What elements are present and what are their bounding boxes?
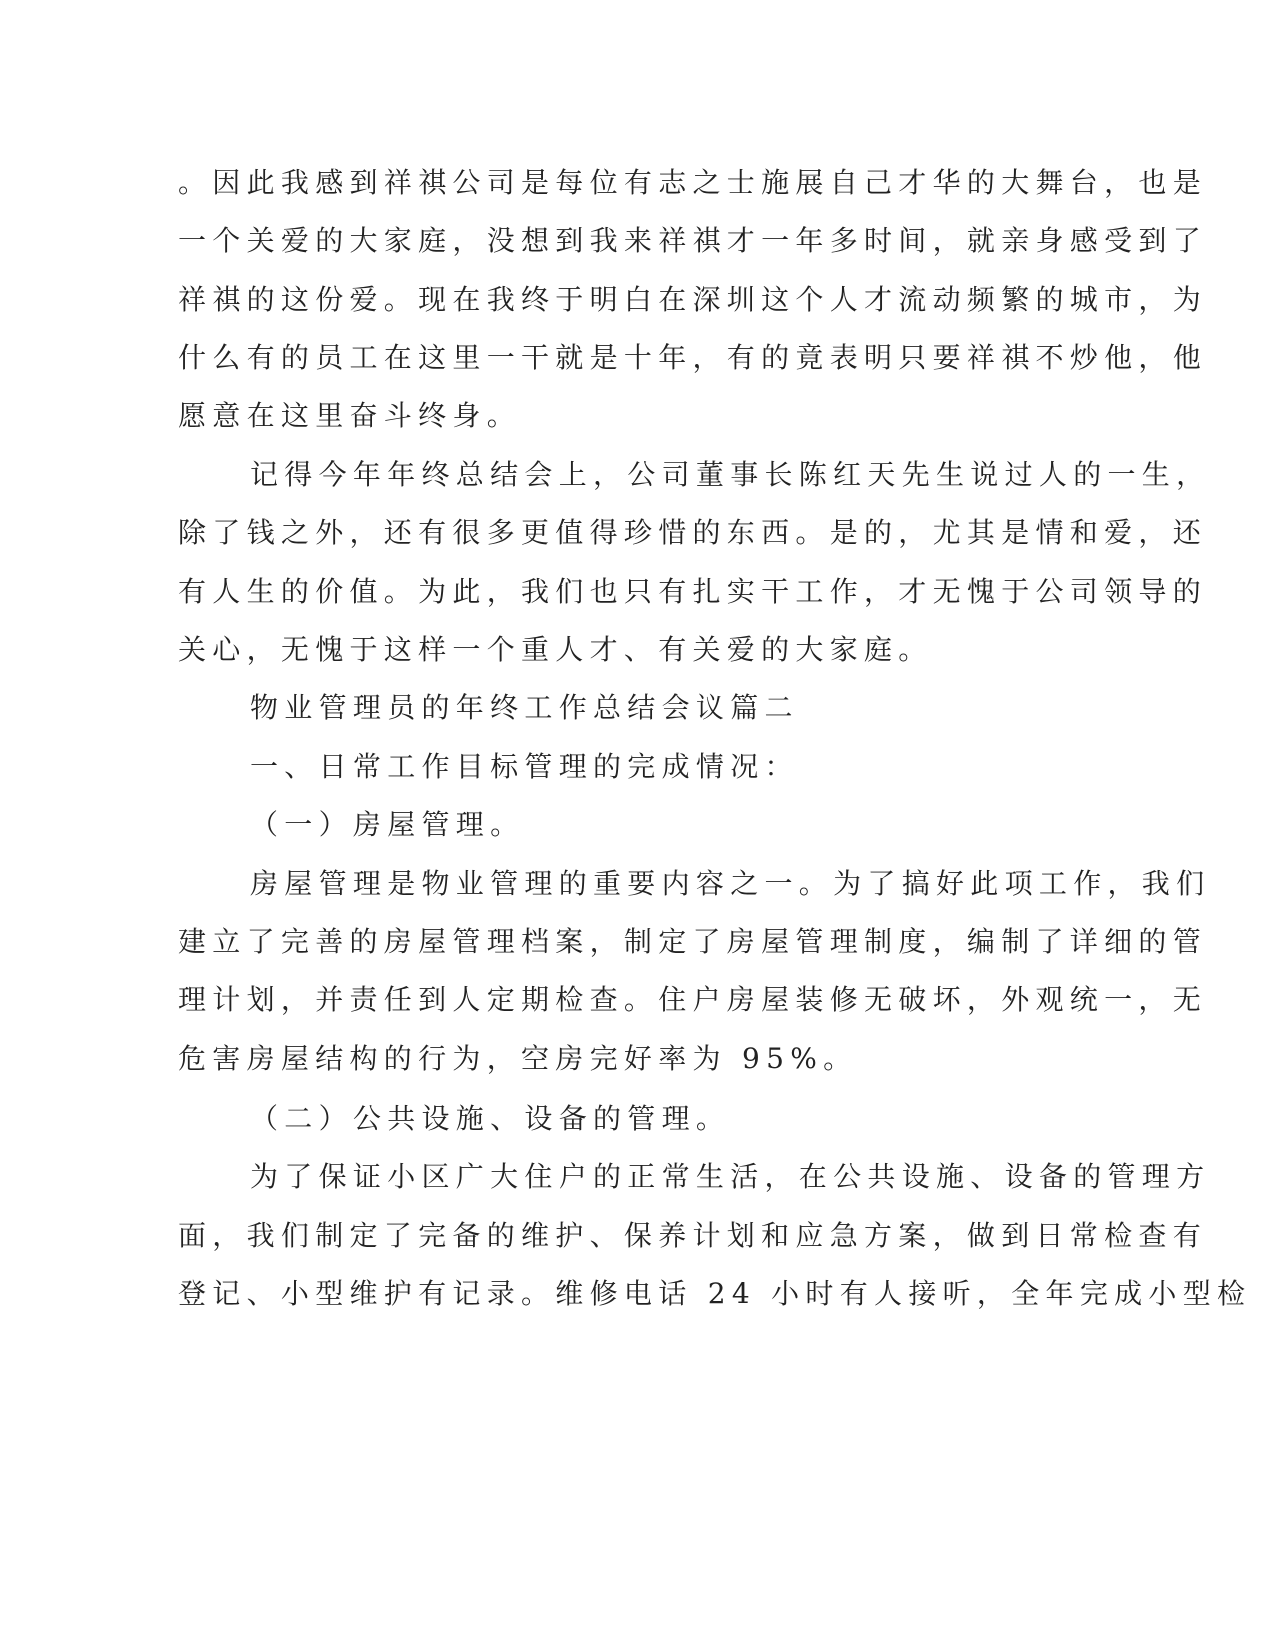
text-line: 关心，无愧于这样一个重人才、有关爱的大家庭。 <box>178 633 933 666</box>
item-heading: （二）公共设施、设备的管理。 <box>250 1102 731 1135</box>
text-line: 祥祺的这份爱。现在我终于明白在深圳这个人才流动频繁的城市，为 <box>178 283 1208 316</box>
text-line: 为了保证小区广大住户的正常生活，在公共设施、设备的管理方 <box>250 1160 1211 1193</box>
text-line: 理计划，并责任到人定期检查。住户房屋装修无破坏，外观统一，无 <box>178 983 1208 1016</box>
subsection-heading: 一、日常工作目标管理的完成情况： <box>250 750 799 783</box>
text-line: 。因此我感到祥祺公司是每位有志之士施展自己才华的大舞台，也是 <box>178 166 1208 199</box>
text-line: 一个关爱的大家庭，没想到我来祥祺才一年多时间，就亲身感受到了 <box>178 224 1208 257</box>
text-line: 危害房屋结构的行为，空房完好率为 95%。 <box>178 1042 858 1075</box>
text-line: 除了钱之外，还有很多更值得珍惜的东西。是的，尤其是情和爱，还 <box>178 516 1208 549</box>
text-line: 房屋管理是物业管理的重要内容之一。为了搞好此项工作，我们 <box>250 867 1211 900</box>
text-line: 有人生的价值。为此，我们也只有扎实干工作，才无愧于公司领导的 <box>178 575 1208 608</box>
section-heading: 物业管理员的年终工作总结会议篇二 <box>250 691 799 724</box>
text-line: 登记、小型维护有记录。维修电话 24 小时有人接听，全年完成小型检 <box>178 1277 1252 1310</box>
item-heading: （一）房屋管理。 <box>250 808 525 841</box>
text-line: 建立了完善的房屋管理档案，制定了房屋管理制度，编制了详细的管 <box>178 925 1208 958</box>
text-line: 愿意在这里奋斗终身。 <box>178 399 522 432</box>
text-line: 记得今年年终总结会上，公司董事长陈红天先生说过人的一生， <box>250 458 1211 491</box>
text-line: 面，我们制定了完备的维护、保养计划和应急方案，做到日常检查有 <box>178 1219 1208 1252</box>
text-line: 什么有的员工在这里一干就是十年，有的竟表明只要祥祺不炒他，他 <box>178 341 1208 374</box>
